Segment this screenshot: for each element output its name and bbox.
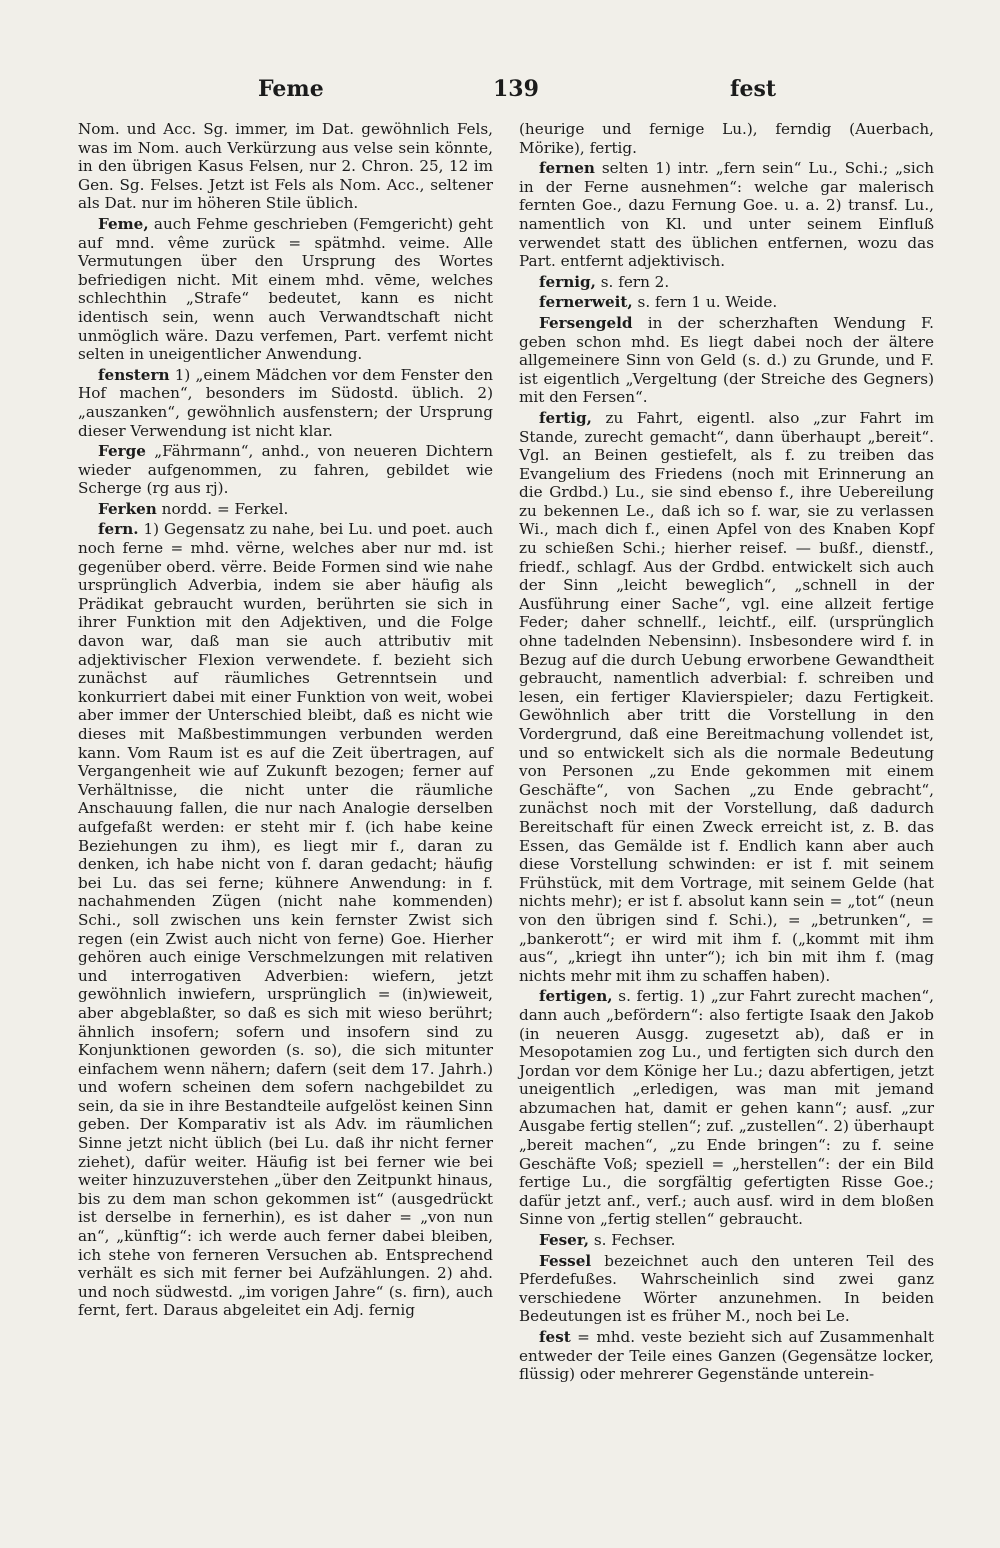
dictionary-entry	[519, 1328, 934, 1384]
right-column	[519, 120, 934, 1482]
entry-text: auch Fehme geschrieben (Femgericht) geht auf mnd. vême zurück = spätmhd. veime. Alle Vermutungen über den Ursprung des Wortes befriedigen nicht. Mit einem mhd. vēme, welches schlechthin „Strafe“ bedeutet, kann es nicht identisch sein, wenn auch Verwandtschaft nicht unmöglich wäre. Dazu verfemen, Part. verfemt nicht selten in uneigentlicher Anwendung.	[78, 214, 493, 364]
dictionary-entry	[519, 1252, 934, 1326]
entry-text: in der scherzhaften Wendung F. geben schon mhd. Es liegt dabei noch der ältere allgemeinere Sinn von Geld (s. d.) zu Grunde, und F. ist eigentlich „Vergeltung (der Streiche des Gegners) mit den Fersen“.	[519, 313, 934, 407]
dictionary-entry	[78, 215, 493, 364]
entry-headword: fest	[539, 1328, 571, 1346]
running-header	[78, 72, 934, 112]
entry-headword: Feser,	[539, 1231, 590, 1250]
dictionary-entry	[519, 987, 934, 1229]
entry-headword: fernig,	[539, 272, 596, 291]
entry-text: = mhd. veste bezieht sich auf Zusammenhalt entweder der Teile eines Ganzen (Gegensätze locker, flüssig) oder mehrerer Gegenstände unterein-	[519, 1328, 934, 1384]
continued-paragraph: (heurige und fernige Lu.), ferndig (Auerbach, Mörike), fertig.	[519, 120, 934, 157]
entry-text: selten 1) intr. „fern sein“ Lu., Schi.; „sich in der Ferne ausnehmen“: welche gar malerisch fernten Goe., dazu Fernung Goe. u. a. 2) transf. Lu., namentlich von Kl. und unter seinem Einfluß verwendet statt des üblichen entfernen, wozu das Part. entfernt adjektivisch.	[519, 159, 934, 271]
entry-text: nordd. = Ferkel.	[156, 499, 289, 518]
entry-text: 1) „einem Mädchen vor dem Fenster den Hof machen“, besonders im Südostd. üblich. 2) „auszanken“, gewöhnlich ausfenstern; der Ursprung dieser Verwendung ist nicht klar.	[78, 365, 493, 440]
dictionary-entry	[519, 314, 934, 407]
entry-text: s. fern 2.	[595, 272, 670, 291]
entry-headword: fernen	[539, 159, 595, 178]
dictionary-entry	[519, 409, 934, 985]
entry-text: s. Fechser.	[589, 1231, 676, 1250]
dictionary-entry	[519, 1231, 934, 1250]
header-right-catchword: fest	[730, 76, 777, 102]
continued-paragraph: Nom. und Acc. Sg. immer, im Dat. gewöhnlich Fels, was im Nom. auch Verkürzung aus velse sein könnte, in den übrigen Kasus Felsen, nur 2. Chron. 25, 12 im Gen. Sg. Felses. Jetzt ist Fels als Nom. Acc., seltener als Dat. nur im höheren Stile üblich.	[78, 120, 493, 213]
dictionary-entry	[78, 366, 493, 440]
entry-text: s. fertig. 1) „zur Fahrt zurecht machen“, dann auch „befördern“: also fertigte Isaak den Jakob (in neueren Ausgg. zugesetzt ab), daß er in Mesopotamien zog Lu., und fertigten sich durch den Jordan vor dem Könige her Lu.; dazu abfertigen, jetzt uneigentlich „erledigen, was man mit jemand abzumachen hat, damit er gehen kann“; ausf. „zur Ausgabe fertig stellen“; zuf. „zustellen“. 2) überhaupt „bereit machen“, „zu Ende bringen“: zu f. seine Geschäfte Voß; speziell = „herstellen“: der ein Bild fertige Lu., die sorgfältig gefertigten Risse Goe.; dafür jetzt anf., verf.; auch ausf. wird in dem bloßen Sinne von „fertig stellen“ gebraucht.	[519, 987, 934, 1229]
entry-headword: Ferge	[98, 442, 146, 461]
entry-headword: Fessel	[539, 1251, 592, 1270]
header-left-catchword: Feme	[258, 76, 324, 102]
dictionary-page	[78, 72, 934, 1482]
dictionary-entry	[78, 520, 493, 1320]
dictionary-entry	[78, 500, 493, 519]
entry-headword: fertig,	[539, 408, 592, 427]
entry-text: s. fern 1 u. Weide.	[632, 293, 778, 312]
dictionary-entry	[519, 159, 934, 271]
entry-text: zu Fahrt, eigentl. also „zur Fahrt im Stande, zurecht gemacht“, dann überhaupt „bereit“. Vgl. an Beinen gestiefelt, als f. zu treiben das Evangelium des Friedens (noch mit Erinnerung an die Grdbd.) Lu., sie sind ebenso f., ihre Uebereilung zu bekennen Le., daß ich so f. war, sie zu verlassen Wi., mach dich f., einen Apfel von des Knaben Kopf zu schießen Schi.; hierher reisef. — bußf., dienstf., friedf., schlagf. Aus der Grdbd. entwickelt sich auch der Sinn „leicht beweglich“, „schnell in der Ausführung einer Sache“, vgl. eine allzeit fertige Feder; daher schnellf., leichtf., eilf. (ursprünglich ohne tadelnden Nebensinn). Insbesondere wird f. in Bezug auf die durch Uebung erworbene Gewandtheit gebraucht, namentlich adverbial: f. schreiben und lesen, ein fertiger Klavierspieler; dazu Fertigkeit. Gewöhnlich aber tritt die Vorstellung in den Vordergrund, daß eine Bereitmachung vollendet ist, und so entwickelt sich als die normale Bedeutung von Personen „zu Ende gekommen mit einem Geschäfte“, von Sachen „zu Ende gebracht“, zunächst noch mit der Vorstellung, daß dadurch Bereitschaft für einen Zweck erreicht ist, z. B. das Essen, das Gemälde ist f. Endlich kann aber auch diese Vorstellung schwinden: er ist f. mit seinem Frühstück, mit dem Vortrage, mit seinem Gelde (hat nichts mehr); er ist f. absolut kann sein = „tot“ (neun von den übrigen sind f. Schi.), = „betrunken“, = „bankerott“; er wird mit ihm f. („kommt mit ihm aus“, „kriegt ihn unter“); ich bin mit ihm f. (mag nichts mehr mit ihm zu schaffen haben).	[519, 408, 934, 985]
text-columns	[78, 120, 934, 1482]
entry-text: bezeichnet auch den unteren Teil des Pferdefußes. Wahrscheinlich sind zwei ganz verschiedene Wörter anzunehmen. In beiden Bedeutungen ist es früher M., noch bei Le.	[519, 1251, 934, 1326]
entry-headword: fernerweit,	[539, 293, 633, 312]
entry-text: 1) Gegensatz zu nahe, bei Lu. und poet. auch noch ferne = mhd. vërne, welches aber nur md. ist gegenüber oberd. vërre. Beide Formen sind wie nahe ursprünglich Adverbia, indem sie aber häufig als Prädikat gebraucht wurden, berührten sie sich in ihrer Funktion mit den Adjektiven, und die Folge davon war, daß man sie auch attributiv mit adjektivischer Flexion verwendete. f. bezieht sich zunächst auf räumliches Getrenntsein und konkurriert dabei mit einer Funktion von weit, wobei aber immer der Unterschied bleibt, daß es nicht wie dieses mit Maßbestimmungen verbunden werden kann. Vom Raum ist es auf die Zeit übertragen, auf Vergangenheit wie auf Zukunft bezogen; ferner auf Verhältnisse, die nicht unter die räumliche Anschauung fallen, die nur nach Analogie derselben aufgefaßt werden: er steht mir f. (ich habe keine Beziehungen zu ihm), es liegt mir f., daran zu denken, ich habe nicht von f. daran gedacht; häufig bei Lu. das sei ferne; kühnere Anwendung: in f. nachahmenden Zügen (nicht nahe kommenden) Schi., soll zwischen uns kein fernster Zwist sich regen (ein Zwist auch nicht von ferne) Goe. Hierher gehören auch einige Verschmelzungen mit relativen und interrogativen Adverbien: wiefern, jetzt gewöhnlich inwiefern, ursprünglich = (in)wieweit, aber abgeblaßter, so daß es sich mit wieso berührt; ähnlich insofern; sofern und insofern sind zu Konjunktionen geworden (s. so), die sich mitunter einfachem wenn nähern; dafern (seit dem 17. Jahrh.) und wofern scheinen dem sofern nachgebildet zu sein, da sie in ihre Bestandteile aufgelöst keinen Sinn geben. Der Komparativ ist als Adv. im räumlichen Sinne jetzt nicht üblich (bei Lu. daß ihr nicht ferner ziehet), dafür weiter. Häufig ist bei ferner wie bei weiter hinzuzuverstehen „über den Zeitpunkt hinaus, bis zu dem man schon gekommen ist“ (ausgedrückt ist derselbe in fernerhin), es ist daher = „von nun an“, „künftig“: ich werde auch ferner dabei bleiben, ich stehe von ferneren Versuchen ab. Entsprechend verhält es sich mit ferner bei Aufzählungen. 2) ahd. und noch südwestd. „im vorigen Jahre“ (s. firn), auch fernt, fert. Daraus abgeleitet ein Adj. fernig	[78, 520, 493, 1320]
dictionary-entry	[519, 273, 934, 292]
dictionary-entry	[78, 442, 493, 498]
page-number: 139	[493, 76, 539, 102]
left-column	[78, 120, 493, 1482]
entry-headword: Fersengeld	[539, 313, 633, 332]
entry-text: „Fährmann“, anhd., von neueren Dichtern wieder aufgenommen, zu fahren, gebildet wie Scherge (rg aus rj).	[78, 442, 493, 498]
entry-headword: fertigen,	[539, 987, 613, 1006]
entry-headword: Ferken	[98, 499, 157, 518]
entry-headword: fenstern	[98, 365, 170, 384]
entry-headword: Feme,	[98, 214, 149, 233]
entry-headword: fern.	[98, 520, 139, 539]
dictionary-entry	[519, 293, 934, 312]
